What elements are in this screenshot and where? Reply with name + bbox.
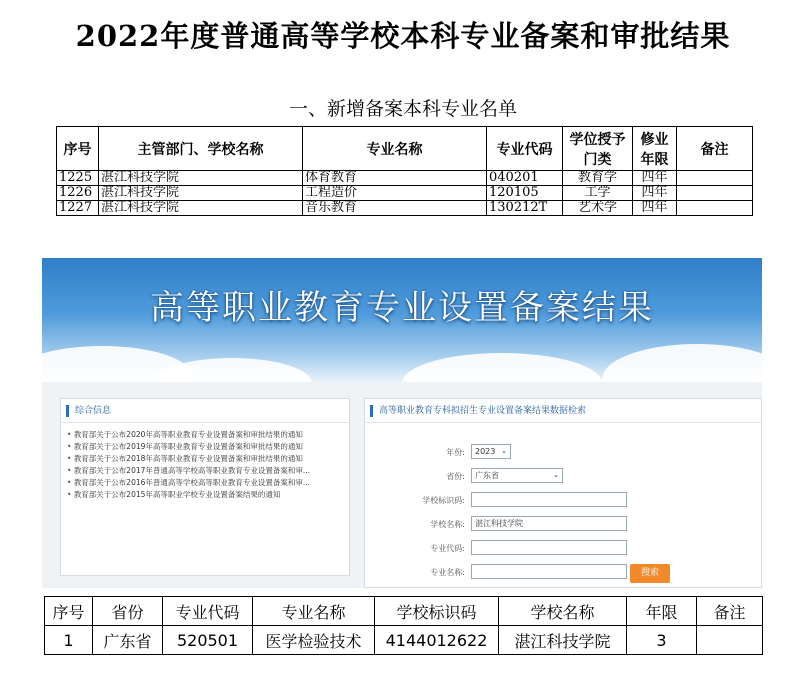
header-cell: 学校名称 <box>499 597 627 626</box>
search-panel-heading: 高等职业教育专科拟招生专业设置备案结果数据检索 <box>365 399 761 423</box>
chevron-down-icon: ⌄ <box>553 471 559 479</box>
cloud-decoration <box>602 344 762 382</box>
school-name-row <box>365 516 695 532</box>
year-label: 年份: <box>446 448 465 457</box>
school-name-label: 学校名称: <box>430 520 465 529</box>
major-code-label: 专业代码: <box>430 544 465 553</box>
degree-category: 教育学 <box>563 171 633 186</box>
news-link[interactable]: • 教育部关于公布2019年高等职业教育专业设置备案和审批结果的通知 <box>67 441 345 453</box>
province: 广东省 <box>93 626 163 655</box>
news-link[interactable]: • 教育部关于公布2016年普通高等学校高等职业教育专业设置备案和审... <box>67 477 345 489</box>
major-code: 130212T <box>487 201 563 216</box>
header-cell: 备注 <box>697 597 763 626</box>
study-years: 四年 <box>633 171 677 186</box>
school-name: 湛江科技学院 <box>99 186 303 201</box>
school-id: 4144012622 <box>375 626 499 655</box>
news-link[interactable]: • 教育部关于公布2020年高等职业教育专业设置备案和审批结果的通知 <box>67 429 345 441</box>
table-row <box>57 171 753 186</box>
header-cell: 序号 <box>45 597 93 626</box>
header-cell: 学校标识码 <box>375 597 499 626</box>
province-select[interactable] <box>471 468 563 483</box>
province-label: 省份: <box>446 472 465 481</box>
major-name: 医学检验技术 <box>253 626 375 655</box>
major-code: 520501 <box>163 626 253 655</box>
table-header-row <box>45 597 763 626</box>
header-cell: 学位授予门类 <box>563 127 633 171</box>
news-link[interactable]: • 教育部关于公布2015年高等职业学校专业设置备案结果的通知 <box>67 489 345 501</box>
major-name: 体育教育 <box>303 171 487 186</box>
portal-banner <box>42 258 762 382</box>
remarks <box>677 171 753 186</box>
province-value: 广东省 <box>475 471 499 480</box>
year-value: 2023 <box>475 447 496 456</box>
major-code: 120105 <box>487 186 563 201</box>
row-number: 1227 <box>57 201 99 216</box>
row-number: 1226 <box>57 186 99 201</box>
header-cell: 序号 <box>57 127 99 171</box>
school-id-row <box>365 492 695 508</box>
cloud-decoration <box>402 353 602 382</box>
school-name-input[interactable]: 湛江科技学院 <box>471 516 627 531</box>
news-link[interactable]: • 教育部关于公布2017年普通高等学校高等职业教育专业设置备案和审... <box>67 465 345 477</box>
major-name-input[interactable] <box>471 564 627 579</box>
news-list <box>61 423 349 501</box>
table-row <box>45 626 763 655</box>
search-panel <box>364 398 762 588</box>
header-cell: 专业名称 <box>253 597 375 626</box>
new-majors-table <box>56 126 753 216</box>
table-row <box>57 201 753 216</box>
result-table <box>44 596 763 655</box>
header-cell: 备注 <box>677 127 753 171</box>
table-header-row <box>57 127 753 171</box>
province-row <box>365 468 695 484</box>
major-name: 工程造价 <box>303 186 487 201</box>
school-name: 湛江科技学院 <box>99 171 303 186</box>
news-link[interactable]: • 教育部关于公布2018年高等职业教育专业设置备案和审批结果的通知 <box>67 453 345 465</box>
year-select[interactable] <box>471 444 511 459</box>
remarks <box>677 201 753 216</box>
study-years: 四年 <box>633 201 677 216</box>
year-row <box>365 444 695 460</box>
study-years: 3 <box>627 626 697 655</box>
major-code: 040201 <box>487 171 563 186</box>
study-years: 四年 <box>633 186 677 201</box>
major-name-label: 专业名称: <box>430 568 465 577</box>
row-number: 1225 <box>57 171 99 186</box>
header-cell: 年限 <box>627 597 697 626</box>
banner-title: 高等职业教育专业设置备案结果 <box>150 288 654 328</box>
header-cell: 专业名称 <box>303 127 487 171</box>
news-panel-heading: 综合信息 <box>61 399 349 423</box>
remarks <box>697 626 763 655</box>
search-button[interactable]: 搜索 <box>630 564 670 583</box>
portal-screenshot <box>42 258 762 588</box>
header-cell: 专业代码 <box>487 127 563 171</box>
school-name: 湛江科技学院 <box>99 201 303 216</box>
row-number: 1 <box>45 626 93 655</box>
document-title: 2022年度普通高等学校本科专业备案和审批结果 <box>75 19 731 53</box>
header-cell: 主管部门、学校名称 <box>99 127 303 171</box>
school-name: 湛江科技学院 <box>499 626 627 655</box>
news-panel <box>60 398 350 576</box>
major-name: 音乐教育 <box>303 201 487 216</box>
header-cell: 修业年限 <box>633 127 677 171</box>
degree-category: 艺术学 <box>563 201 633 216</box>
header-cell: 专业代码 <box>163 597 253 626</box>
table-row <box>57 186 753 201</box>
degree-category: 工学 <box>563 186 633 201</box>
chevron-down-icon: ⌄ <box>501 447 507 455</box>
major-code-input[interactable] <box>471 540 627 555</box>
school-id-input[interactable] <box>471 492 627 507</box>
remarks <box>677 186 753 201</box>
school-id-label: 学校标识码: <box>422 496 465 505</box>
section-title: 一、新增备案本科专业名单 <box>288 98 517 120</box>
header-cell: 省份 <box>93 597 163 626</box>
major-code-row <box>365 540 695 556</box>
